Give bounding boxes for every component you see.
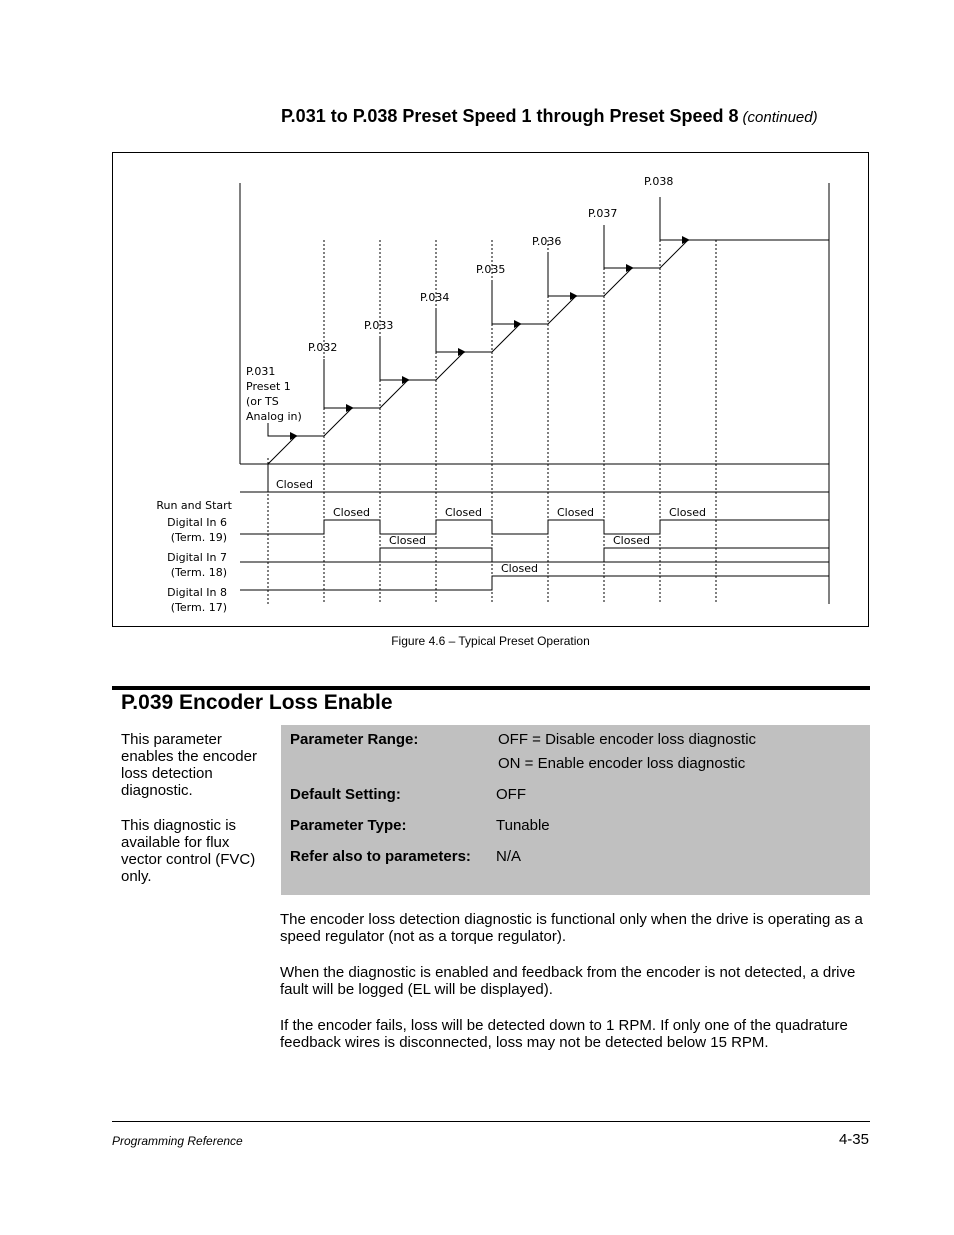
callout-line-2 [324, 359, 346, 408]
run-start-label: Run and Start [156, 499, 232, 512]
callout-arrow-5 [514, 320, 522, 328]
closed-label-din6-4: Closed [669, 506, 706, 519]
side-text-paragraph-2: This diagnostic is available for flux vector control (FVC) only. [121, 817, 256, 885]
param-rule [112, 686, 870, 690]
speed-label-p032: P.032 [308, 341, 338, 354]
callout-line-3 [380, 337, 402, 380]
din6-label-line-1: Digital In 6 [167, 516, 227, 529]
figure-caption: Figure 4.6 – Typical Preset Operation [391, 634, 590, 648]
range-label: Parameter Range: [290, 731, 419, 748]
side-text-paragraph-1: This parameter enables the encoder loss detection diagnostic. [121, 731, 257, 799]
din7-label-line-2: (Term. 18) [170, 566, 227, 579]
param-body-text [280, 911, 872, 1070]
default-value: OFF [496, 786, 526, 803]
default-label: Default Setting: [290, 786, 401, 803]
closed-label-din7-2: Closed [613, 534, 650, 547]
callout-line-7 [604, 225, 626, 268]
din6-label-line-2: (Term. 19) [170, 531, 227, 544]
speed-label-p031: P.031 [246, 365, 276, 378]
section-title-text: P.031 to P.038 Preset Speed 1 through Preset Speed 8 [281, 106, 739, 126]
continued-label: (continued) [742, 109, 818, 126]
closed-label-din6-2: Closed [445, 506, 482, 519]
speed-label-p036: P.036 [532, 235, 562, 248]
callout-arrow-8 [682, 236, 690, 244]
timing-diagram [112, 152, 869, 627]
callout-arrow-2 [346, 404, 354, 412]
parameter-info-box [281, 725, 870, 895]
din7-label-line-1: Digital In 7 [167, 551, 227, 564]
refer-label: Refer also to parameters: [290, 848, 471, 865]
speed-label-p033: P.033 [364, 319, 394, 332]
din8-waveform [240, 576, 829, 590]
range-value-2: ON = Enable encoder loss diagnostic [498, 755, 746, 772]
din7-waveform [240, 548, 829, 562]
page-number: 4-35 [838, 1131, 869, 1148]
speed-label-p038: P.038 [644, 175, 674, 188]
closed-label-din8-1: Closed [501, 562, 538, 575]
timing-diagram-svg [113, 153, 870, 628]
callout-line-6 [548, 253, 570, 296]
run-start-waveform [240, 464, 829, 492]
din8-label-line-1: Digital In 8 [167, 586, 227, 599]
p031-note-line-1: Preset 1 [246, 380, 291, 393]
callout-line-8 [660, 197, 682, 240]
param-title: P.039 Encoder Loss Enable [121, 691, 393, 714]
type-value: Tunable [496, 817, 550, 834]
speed-label-p037: P.037 [588, 207, 618, 220]
closed-label-din6-1: Closed [333, 506, 370, 519]
section-title [281, 106, 818, 127]
din8-label-line-2: (Term. 17) [170, 601, 227, 614]
footer-section-name: Programming Reference [112, 1134, 243, 1148]
footer-rule [112, 1121, 870, 1122]
body-paragraph-1: The encoder loss detection diagnostic is functional only when the drive is operating as a speed regulator (not as a torque regulator). [280, 911, 863, 945]
closed-label-run: Closed [276, 478, 313, 491]
body-paragraph-3: If the encoder fails, loss will be detected down to 1 RPM. If only one of the quadrature feedback wires is disconnected, loss may not be detected below 15 RPM. [280, 1017, 848, 1051]
p031-note-line-3: Analog in) [246, 410, 302, 423]
callout-line-5 [492, 281, 514, 324]
param-side-text [121, 731, 271, 903]
closed-label-din7-1: Closed [389, 534, 426, 547]
body-paragraph-2: When the diagnostic is enabled and feedback from the encoder is not detected, a drive fault will be logged (EL will be displayed). [280, 964, 856, 998]
din6-waveform [240, 520, 829, 534]
refer-value: N/A [496, 848, 522, 865]
speed-label-p034: P.034 [420, 291, 450, 304]
p031-note-line-2: (or TS [246, 395, 279, 408]
callout-arrow-7 [626, 264, 634, 272]
range-value-1: OFF = Disable encoder loss diagnostic [498, 731, 757, 748]
callout-arrow-3 [402, 376, 410, 384]
callout-arrow-6 [570, 292, 578, 300]
callout-arrow-1 [290, 432, 298, 440]
closed-label-din6-3: Closed [557, 506, 594, 519]
callout-line-4 [436, 309, 458, 352]
type-label: Parameter Type: [290, 817, 407, 834]
callout-line-1 [268, 423, 290, 436]
callout-arrow-4 [458, 348, 466, 356]
speed-label-p035: P.035 [476, 263, 506, 276]
